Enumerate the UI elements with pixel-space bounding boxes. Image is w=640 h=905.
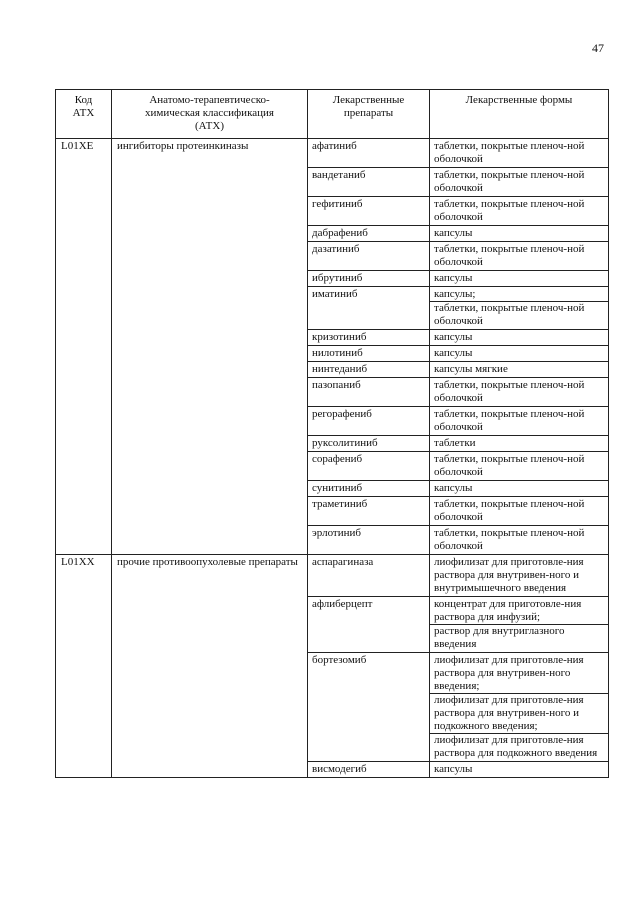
dosage-forms bbox=[430, 197, 609, 226]
dosage-form-item: капсулы bbox=[434, 482, 473, 494]
dosage-form-item: таблетки, покрытые пленоч-ной оболочкой bbox=[434, 453, 585, 478]
atc-classification: ингибиторы протеинкиназы bbox=[112, 139, 308, 555]
drug-name: дазатиниб bbox=[308, 242, 430, 271]
dosage-form-item: капсулы bbox=[434, 227, 473, 239]
dosage-form-item: капсулы bbox=[434, 763, 473, 775]
drug-name: сорафениб bbox=[308, 452, 430, 481]
dosage-forms bbox=[430, 653, 609, 762]
table-body bbox=[56, 139, 609, 778]
dosage-forms bbox=[430, 436, 609, 452]
table-row bbox=[56, 555, 609, 597]
dosage-forms bbox=[430, 139, 609, 168]
drug-name: иматиниб bbox=[308, 287, 430, 330]
dosage-forms bbox=[430, 362, 609, 378]
drug-name: сунитиниб bbox=[308, 481, 430, 497]
dosage-forms bbox=[430, 555, 609, 597]
dosage-forms bbox=[430, 287, 609, 330]
dosage-forms bbox=[430, 330, 609, 346]
dosage-form-item: таблетки, покрытые пленоч-ной оболочкой bbox=[434, 379, 585, 404]
drug-name: висмодегиб bbox=[308, 762, 430, 778]
dosage-form-item: таблетки, покрытые пленоч-ной оболочкой bbox=[434, 498, 585, 523]
dosage-form-item: капсулы; bbox=[434, 288, 476, 300]
dosage-form-item: раствор для внутриглазного введения bbox=[430, 624, 608, 651]
dosage-forms bbox=[430, 346, 609, 362]
drug-name: бортезомиб bbox=[308, 653, 430, 762]
atc-classification: прочие противоопухолевые препараты bbox=[112, 555, 308, 778]
dosage-form-item: лиофилизат для приготовле-ния раствора для внутривен-ного введения; bbox=[434, 654, 584, 692]
dosage-forms bbox=[430, 481, 609, 497]
atc-code: L01XE bbox=[56, 139, 112, 555]
dosage-forms bbox=[430, 226, 609, 242]
header-code: Код АТХ bbox=[56, 90, 112, 139]
drug-name: дабрафениб bbox=[308, 226, 430, 242]
dosage-forms bbox=[430, 452, 609, 481]
dosage-forms bbox=[430, 526, 609, 555]
dosage-form-item: лиофилизат для приготовле-ния раствора для внутривен-ного и подкожного введения; bbox=[430, 693, 608, 733]
dosage-form-item: капсулы bbox=[434, 347, 473, 359]
dosage-forms bbox=[430, 762, 609, 778]
dosage-form-item: таблетки, покрытые пленоч-ной оболочкой bbox=[434, 243, 585, 268]
dosage-forms bbox=[430, 242, 609, 271]
dosage-form-item: таблетки bbox=[434, 437, 476, 449]
dosage-forms bbox=[430, 168, 609, 197]
dosage-form-item: таблетки, покрытые пленоч-ной оболочкой bbox=[434, 408, 585, 433]
drug-name: ибрутиниб bbox=[308, 271, 430, 287]
drug-name: регорафениб bbox=[308, 407, 430, 436]
drug-name: афлиберцепт bbox=[308, 597, 430, 653]
dosage-form-item: лиофилизат для приготовле-ния раствора для внутривен-ного и внутримышечного введения bbox=[434, 556, 584, 594]
header-classification: Анатомо-терапевтическо- химическая классификация (АТХ) bbox=[112, 90, 308, 139]
drug-name: вандетаниб bbox=[308, 168, 430, 197]
drug-name: пазопаниб bbox=[308, 378, 430, 407]
dosage-form-item: таблетки, покрытые пленоч-ной оболочкой bbox=[434, 140, 585, 165]
page-number: 47 bbox=[592, 41, 604, 55]
drug-name: гефитиниб bbox=[308, 197, 430, 226]
dosage-forms bbox=[430, 407, 609, 436]
drug-name: аспарагиназа bbox=[308, 555, 430, 597]
drug-name: кризотиниб bbox=[308, 330, 430, 346]
drug-name: нилотиниб bbox=[308, 346, 430, 362]
dosage-form-item: капсулы мягкие bbox=[434, 363, 508, 375]
dosage-forms bbox=[430, 378, 609, 407]
header-forms: Лекарственные формы bbox=[430, 90, 609, 139]
drug-name: эрлотиниб bbox=[308, 526, 430, 555]
table-header-row bbox=[56, 90, 609, 139]
dosage-forms bbox=[430, 497, 609, 526]
dosage-forms bbox=[430, 597, 609, 653]
dosage-form-item: капсулы bbox=[434, 331, 473, 343]
dosage-form-item: таблетки, покрытые пленоч-ной оболочкой bbox=[434, 169, 585, 194]
atc-code: L01XX bbox=[56, 555, 112, 778]
dosage-form-item: лиофилизат для приготовле-ния раствора для подкожного введения bbox=[430, 733, 608, 760]
dosage-forms bbox=[430, 271, 609, 287]
table-row bbox=[56, 139, 609, 168]
dosage-form-item: таблетки, покрытые пленоч-ной оболочкой bbox=[434, 527, 585, 552]
drug-name: нинтеданиб bbox=[308, 362, 430, 378]
dosage-form-item: концентрат для приготовле-ния раствора для инфузий; bbox=[434, 598, 582, 623]
drug-name: траметиниб bbox=[308, 497, 430, 526]
drug-name: руксолитиниб bbox=[308, 436, 430, 452]
dosage-form-item: таблетки, покрытые пленоч-ной оболочкой bbox=[434, 198, 585, 223]
dosage-form-item: таблетки, покрытые пленоч-ной оболочкой bbox=[430, 301, 608, 328]
header-drugs: Лекарственные препараты bbox=[308, 90, 430, 139]
atc-drug-table bbox=[55, 89, 609, 778]
dosage-form-item: капсулы bbox=[434, 272, 473, 284]
drug-name: афатиниб bbox=[308, 139, 430, 168]
